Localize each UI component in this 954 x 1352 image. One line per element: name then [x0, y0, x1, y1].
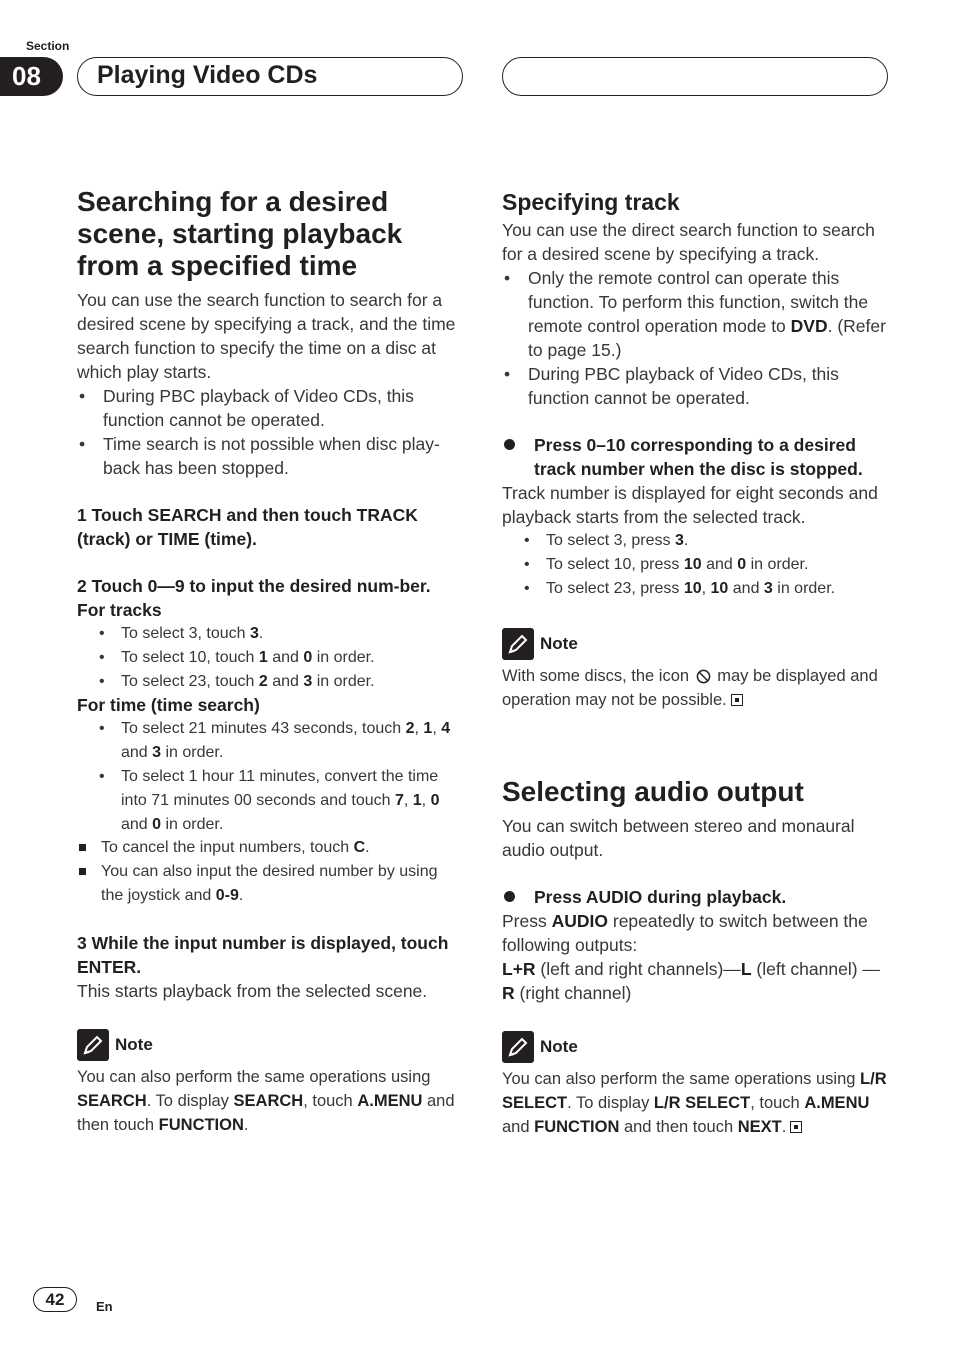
chapter-title: Playing Video CDs	[97, 61, 318, 89]
section-label: Section	[26, 39, 70, 53]
end-mark-icon	[731, 694, 743, 706]
section-number-badge: 08	[0, 57, 63, 96]
tracks-examples	[77, 622, 463, 693]
list-item: • To select 3, press 3.	[546, 529, 888, 553]
note-label: Note	[540, 1037, 578, 1057]
joystick-tip: You can also input the desired number by using the joystick and 0-9.	[77, 860, 463, 908]
list-item: • To select 1 hour 11 minutes, convert the time into 71 minutes 00 seconds and touch 7, 1, 0 and 0 in order.	[121, 765, 463, 836]
empty-header-frame	[502, 57, 888, 96]
press-examples	[502, 529, 888, 600]
search-heading: Searching for a desired scene, starting playback from a specified time	[77, 186, 403, 281]
audio-outputs: L+R (left and right channels)—L (left channel) —R (right channel)	[502, 959, 880, 1004]
note-pencil-icon	[502, 628, 534, 660]
bullet-dot-icon	[504, 891, 515, 902]
search-bullets	[77, 384, 463, 480]
end-mark-icon	[790, 1121, 802, 1133]
specifying-intro: You can use the direct search function to search for a desired scene by specifying a track.	[502, 220, 875, 264]
list-item: • During PBC playback of Video CDs, this function cannot be operated.	[77, 384, 463, 432]
note-header	[502, 628, 888, 660]
prohibited-icon	[696, 669, 711, 684]
audio-note-text: You can also perform the same operations using L/R SELECT. To display L/R SELECT, touch A.MENU and FUNCTION and then touch NEXT.	[502, 1070, 887, 1137]
audio-intro: You can switch between stereo and monaural audio output.	[502, 816, 855, 861]
note-header	[77, 1029, 463, 1061]
specifying-track-heading: Specifying track	[502, 189, 680, 215]
for-time-label: For time (time search)	[77, 695, 260, 716]
step-1: 1 Touch SEARCH and then touch TRACK (track) or TIME (time).	[77, 505, 418, 549]
for-tracks-label: For tracks	[77, 600, 162, 620]
press-step-text: Track number is displayed for eight seconds and playback starts from the selected track.	[502, 483, 878, 527]
list-item: • To select 10, press 10 and 0 in order.	[546, 553, 888, 577]
list-item: • To select 23, touch 2 and 3 in order.	[121, 670, 463, 694]
audio-step-text: Press AUDIO repeatedly to switch between the following outputs:	[502, 911, 868, 956]
page-number: 42	[33, 1287, 77, 1312]
search-note-text: You can also perform the same operations using SEARCH. To display SEARCH, touch A.MENU and then touch FUNCTION.	[77, 1068, 455, 1135]
note-pencil-icon	[77, 1029, 109, 1061]
list-item: • To select 21 minutes 43 seconds, touch 2, 1, 4 and 3 in order.	[121, 717, 463, 765]
step-2: 2 Touch 0—9 to input the desired num-ber.	[77, 576, 431, 596]
right-column	[502, 188, 888, 1139]
audio-output-heading: Selecting audio output	[502, 776, 804, 808]
list-item: • To select 3, touch 3.	[121, 622, 463, 646]
cancel-tip: To cancel the input numbers, touch C.	[77, 836, 463, 860]
list-item: • To select 23, press 10, 10 and 3 in order.	[546, 577, 888, 601]
note-label: Note	[540, 634, 578, 654]
language-code: En	[96, 1299, 113, 1314]
note-header	[502, 1031, 888, 1063]
disc-note-text: With some discs, the icon may be displayed and operation may not be possible.	[502, 667, 878, 710]
audio-step: Press AUDIO during playback.	[502, 885, 888, 909]
bullet-dot-icon	[504, 439, 515, 450]
list-item: • During PBC playback of Video CDs, this function cannot be operated.	[502, 362, 888, 410]
note-pencil-icon	[502, 1031, 534, 1063]
search-intro: You can use the search function to search for a desired scene by specifying a track, and the time search function to specify the time on a disc at which play starts.	[77, 290, 456, 382]
step-3: 3 While the input number is displayed, touch ENTER.	[77, 933, 449, 978]
press-step: Press 0–10 corresponding to a desired track number when the disc is stopped.	[502, 433, 888, 481]
list-item: • To select 10, touch 1 and 0 in order.	[121, 646, 463, 670]
list-item: • Only the remote control can operate this function. To perform this function, switch the remote control operation mode to DVD. (Refer to page 15.)	[502, 266, 888, 362]
specifying-bullets	[502, 266, 888, 410]
step-3-text: This starts playback from the selected scene.	[77, 981, 428, 1002]
list-item: • Time search is not possible when disc play-back has been stopped.	[77, 432, 463, 480]
time-examples	[77, 717, 463, 836]
left-column	[77, 186, 463, 1137]
note-label: Note	[115, 1035, 153, 1055]
